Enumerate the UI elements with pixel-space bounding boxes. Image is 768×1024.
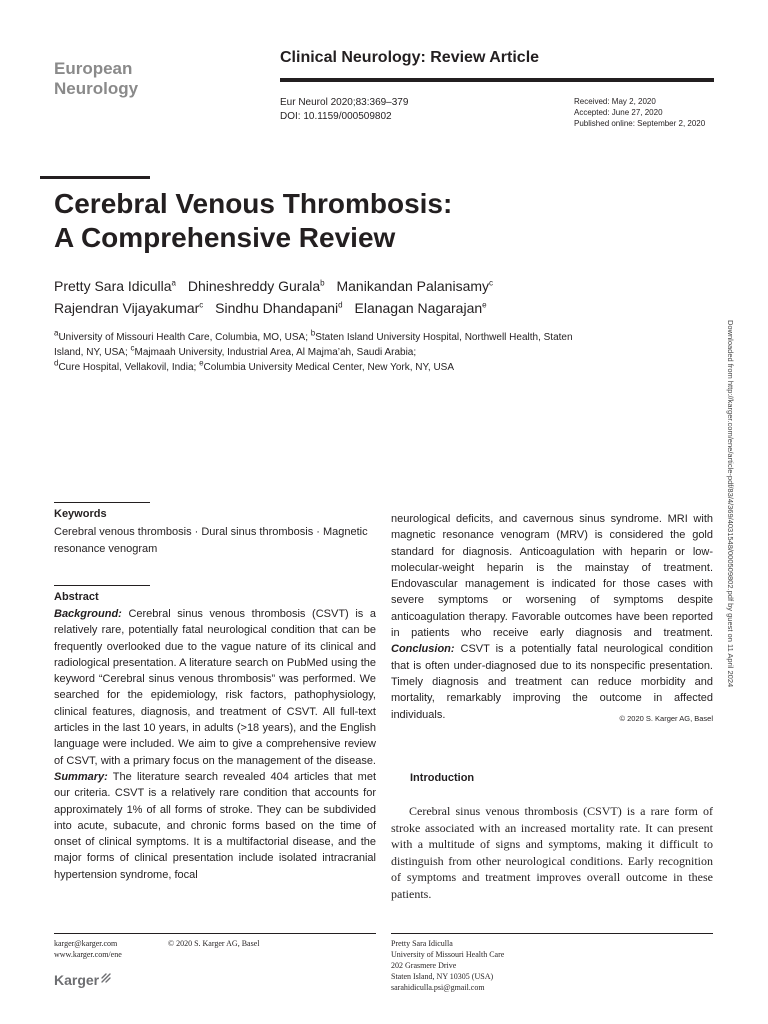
keywords-heading: Keywords: [54, 508, 107, 520]
footer-copyright: © 2020 S. Karger AG, Basel: [168, 939, 260, 948]
keywords-rule: [54, 502, 150, 503]
keywords-text: Cerebral venous thrombosis · Dural sinus thrombosis · Magnetic resonance venogram: [54, 526, 368, 555]
article-title: [54, 187, 614, 255]
citation: Eur Neurol 2020;83:369–379: [280, 97, 409, 108]
publisher-contact: [54, 938, 122, 960]
download-note: Downloaded from http://karger.com/ene/article-pdf/83/4/369/4031548/000509802.pdf by guest on 11 April 2024: [726, 320, 735, 688]
journal-name-line2: Neurology: [54, 79, 139, 98]
correspondence-email[interactable]: sarahidiculla.psi@gmail.com: [391, 983, 485, 992]
introduction-heading: Introduction: [410, 772, 475, 784]
published-date: Published online: September 2, 2020: [574, 119, 706, 128]
received-date: Received: May 2, 2020: [574, 97, 656, 106]
title-rule: [40, 176, 150, 179]
karger-logo: Karger: [54, 972, 112, 988]
abstract-rule: [54, 585, 150, 586]
citation-block: [280, 96, 408, 124]
author: Dhineshreddy Gurala$^b$: [187, 278, 325, 294]
accepted-date: Accepted: June 27, 2020: [574, 108, 663, 117]
title-line1: Cerebral Venous Thrombosis:: [54, 188, 453, 219]
author: Sindhu Dhandapani$^d$: [215, 300, 343, 316]
correspondence-address: Pretty Sara Idiculla University of Missouri Health Care 202 Grasmere Drive Staten Island, NY 10305 (USA) sarahidiculla.psi@gmail.com: [391, 939, 505, 992]
publisher-email[interactable]: karger@karger.com: [54, 939, 118, 948]
karger-logo-icon: [100, 972, 112, 984]
abstract-text: Background: Cerebral sinus venous thrombosis (CSVT) is a relatively rare, potentially fatal neurological condition that can be frequently overlooked due to the vague nature of its clinical and radiological presentation. A literature search on PubMed using the keyword “Cerebral sinus venous thrombosis” was performed. We searched for the epidemiology, risk factors, pathophysiology, clinical features, diagnosis, and treatment of CSVT. All full-text articles in the last 10 years, in adults (>18 years), and the English language were included. We aim to give a comprehensive review of CSVT, with a primary focus on the management of the disease. Summary: The literature search revealed 404 articles that met our criteria. CSVT is a relatively rare condition that accounts for approximately 1% of all forms of stroke. They can be subdivided into acute, subacute, and chronic forms based on the time of onset of clinical symptoms. It is a multifactorial disease, and the major forms of clinical presentation include isolated intracranial hypertension syndrome, focal: [54, 608, 376, 881]
publisher-url[interactable]: www.karger.com/ene: [54, 950, 122, 959]
abstract-continued: neurological deficits, and cavernous sinus syndrome. MRI with magnetic resonance venogram (MRV) is considered the gold standard for diagnosis. Anticoagulation with heparin or low-molecular-weight heparin is the mainstay of treatment. Endovascular management is indicated for those cases with severe symptoms or worsening of symptoms despite anticoagulation therapy. Favorable outcomes have been reported in patients who receive early diagnosis and treatment. Conclusion: CSVT is a potentially fatal neurological condition that is often under-diagnosed due to its nonspecific presentation. Timely diagnosis and treatment can reduce morbidity and mortality, remarkably improving the outcome in affected individuals. © 2020 S. Karger AG, Basel: [391, 511, 713, 727]
article-type: Clinical Neurology: Review Article: [280, 49, 540, 66]
journal-name: [54, 59, 138, 99]
abstract-heading: Abstract: [54, 591, 99, 603]
title-line2: A Comprehensive Review: [54, 222, 396, 253]
dates-block: [574, 96, 705, 129]
author: Manikandan Palanisamy$^c$: [336, 278, 494, 294]
introduction-text: Cerebral sinus venous thrombosis (CSVT) is a rare form of stroke associated with an increased mortality rate. It can present with a multitude of signs and symptoms, making it difficult to distinguish from other neurological conditions. Early recognition of symptoms and treatment improves overall outcome in these patients.: [391, 804, 713, 901]
author-list: [54, 275, 501, 319]
doi[interactable]: DOI: 10.1159/000509802: [280, 111, 392, 122]
author: Pretty Sara Idiculla$^a$: [54, 278, 176, 294]
journal-name-line1: European: [54, 59, 133, 78]
affiliations: $^a$University of Missouri Health Care, Columbia, MO, USA; $^b$Staten Island University Hospital, Northwell Health, Staten Island, NY, USA; $^c$Majmaah University, Industrial Area, Al Majma’ah, Saudi Arabia; $^d$Cure Hospital, Vellakovil, India; $^e$Columbia University Medical Center, New York, NY, USA: [54, 328, 573, 373]
author: Elanagan Nagarajan$^e$: [354, 300, 487, 316]
author: Rajendran Vijayakumar$^c$: [54, 300, 204, 316]
footer-rule-right: [391, 933, 713, 934]
footer-rule-left: [54, 933, 376, 934]
header-rule: [280, 78, 714, 82]
abstract-copyright: © 2020 S. Karger AG, Basel: [619, 713, 713, 723]
